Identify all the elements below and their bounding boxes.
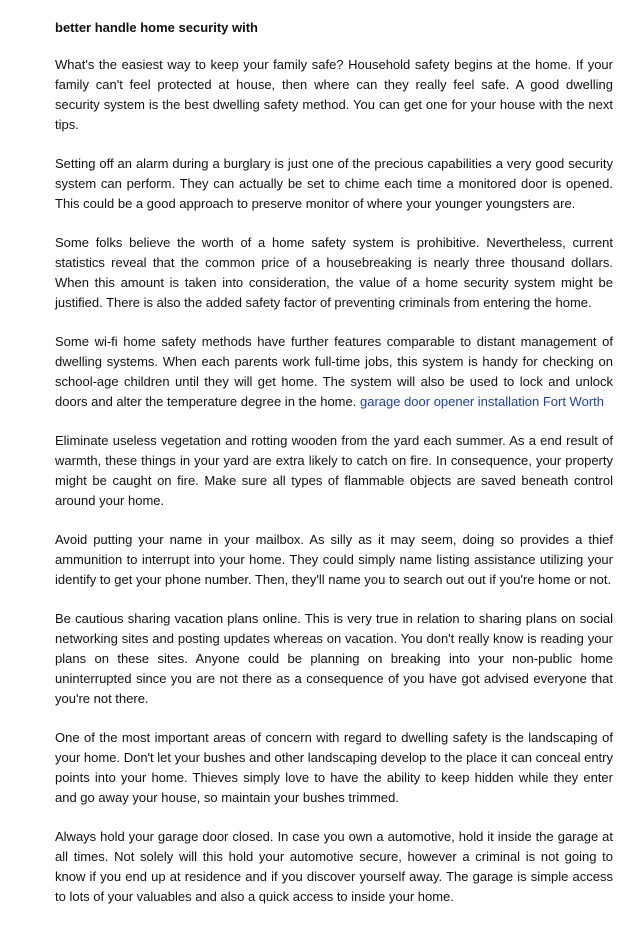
paragraph-5: Eliminate useless vegetation and rotting wooden from the yard each summer. As a end result of warmth, these things in your yard are extra likely to catch on fire. In consequence, your property might be caught on fire. Make sure all types of flammable objects are saved beneath control around your home.	[55, 433, 613, 508]
paragraph-1: What's the easiest way to keep your family safe? Household safety begins at the home. If your family can't feel protected at house, then where can they really feel safe. A good dwelling security system is the best dwelling safety method. You can get one for your house with the next tips.	[55, 57, 613, 132]
paragraph-3: Some folks believe the worth of a home safety system is prohibitive. Nevertheless, current statistics reveal that the common price of a housebreaking is nearly three thousand dollars. When this amount is taken into consideration, the value of a home security system might be justified. There is also the added safety factor of preventing criminals from entering the home.	[55, 235, 613, 310]
paragraph-7: Be cautious sharing vacation plans online. This is very true in relation to sharing plans on social networking sites and posting updates whereas on vacation. You don't really know is reading your plans on these sites. Anyone could be planning on breaking into your non-public home uninterrupted since you are not there as a consequence of you have got advised everyone that you're not there.	[55, 611, 613, 706]
document-title: better handle home security with	[55, 20, 258, 35]
paragraph-4	[55, 332, 613, 412]
paragraph-9: Always hold your garage door closed. In case you own a automotive, hold it inside the garage at all times. Not solely will this hold your automotive secure, however a criminal is not going to know if you end up at residence and if you discover yourself away. The garage is simple access to lots of your valuables and also a quick access to inside your home.	[55, 829, 613, 904]
garage-door-link[interactable]: garage door opener installation Fort Worth	[359, 394, 604, 409]
paragraph-2: Setting off an alarm during a burglary is just one of the precious capabilities a very good security system can perform. They can actually be set to chime each time a monitored door is opened. This could be a good approach to preserve monitor of where your younger youngsters are.	[55, 156, 613, 211]
paragraph-4-text: Some wi-fi home safety methods have further features comparable to distant management of dwelling systems. When each parents work full-time jobs, this system is handy for checking on school-age children until they will get home. The system will also be used to lock and unlock doors and alter the temperature degree in the home.	[55, 334, 613, 409]
paragraph-8: One of the most important areas of concern with regard to dwelling safety is the landscaping of your home. Don't let your bushes and other landscaping develop to the place it can conceal entry points into your home. Thieves simply love to have the ability to keep hidden while they enter and go away your house, so maintain your bushes trimmed.	[55, 730, 613, 805]
document-page	[55, 18, 613, 926]
paragraph-6: Avoid putting your name in your mailbox. As silly as it may seem, doing so provides a thief ammunition to interrupt into your home. They could simply name listing assistance utilizing your identify to get your phone number. Then, they'll name you to search out out if you're home or not.	[55, 532, 613, 587]
